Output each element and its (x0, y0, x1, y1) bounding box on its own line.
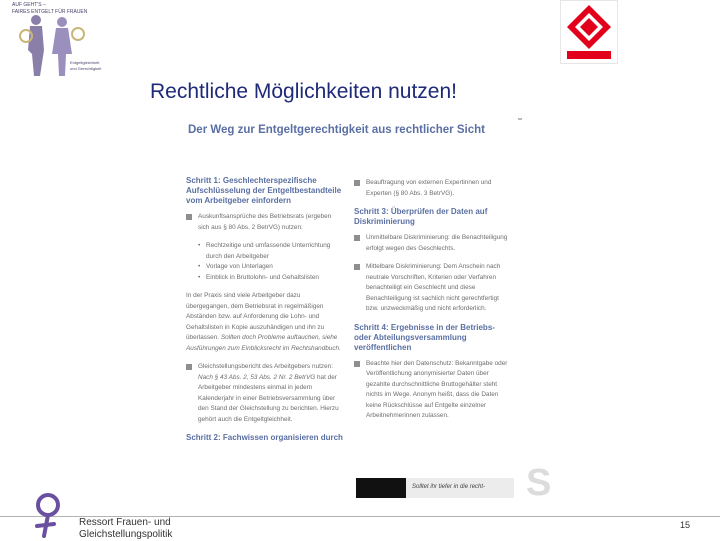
venus-symbol-icon (28, 490, 68, 540)
quote-banner (356, 478, 514, 498)
step-1-heading: Schritt 1: Geschlechterspezifische Aufschlüsselung der Entgeltbestandteile vom Arbeitgeber einfordern (186, 176, 342, 205)
footer-department-line2: Gleichstellungspolitik (79, 529, 173, 540)
document-excerpt (186, 118, 522, 498)
sub-list-item: • Einblick in Bruttolohn- und Gehaltslisten (198, 273, 344, 284)
paragraph-gleichstellungsbericht (186, 362, 344, 425)
campaign-logo-line1: AUF GEHT'S – (12, 2, 46, 8)
sub-list-item: • Vorlage von Unterlagen (198, 262, 344, 273)
paragraph-praxis (186, 291, 344, 354)
paragraph-mittelbare-diskriminierung: Mittelbare Diskriminierung: Dem Anschein nach neutrale Vorschriften, Kriterien oder Verfahren benachteiligt ein Geschlecht und diese Benachteiligung ist sachlich nicht gerechtfertigt bzw. unzweckmäßig und nicht erforderlich. (354, 262, 512, 315)
step-3-heading: Schritt 3: Überprüfen der Daten auf Diskriminierung (354, 207, 488, 226)
campaign-logo-line3: Entgeltgleichheit (70, 60, 100, 65)
decorative-letter: S (526, 462, 552, 504)
paragraph-experten: Beauftragung von externen Expertinnen und Experten (§ 80 Abs. 3 BetrVG). (354, 178, 512, 199)
document-corner-mark (518, 118, 522, 120)
step-4-heading: Schritt 4: Ergebnisse in der Betriebs- oder Abteilungsversammlung veröffentlichen (354, 322, 495, 352)
document-title: Der Weg zur Entgeltgerechtigkeit aus rechtlicher Sicht (188, 124, 485, 136)
slide-title: Rechtliche Möglichkeiten nutzen! (150, 80, 458, 103)
footer-department-line1: Ressort Frauen- und (79, 517, 171, 528)
sub-list-item: • Rechtzeitige und umfassende Unterrichtung durch den Arbeitgeber (198, 241, 344, 262)
gleichstellungsbericht-title: Gleichstellungsbericht des Arbeitgebers nutzen: (198, 363, 333, 370)
campaign-logo-line4: und Gerechtigkeit (70, 66, 102, 71)
banner-text: Solltet ihr tiefer in die recht- (412, 484, 486, 490)
paragraph-praxis-note: Sollten doch Probleme auftauchen, siehe Ausführungen zum Einblicksrecht im Rechtshandbuch. (186, 334, 341, 352)
gleichstellungsbericht-reference: Nach § 43 Abs. 2, 53 Abs. 2 Nr. 2 BetrVG (198, 373, 316, 381)
paragraph-auskunftsansprueche: Auskunftsansprüche des Betriebsrats (ergeben sich aus § 80 Abs. 2 BetrVG) nutzen: (186, 212, 344, 233)
document-left-column (186, 176, 344, 449)
paragraph-unmittelbare-diskriminierung: Unmittelbare Diskriminierung: die Benachteiligung erfolgt wegen des Geschlechts. (354, 233, 512, 254)
paragraph-praxis-text: In der Praxis sind viele Arbeitgeber dazu übergegangen, dem Betriebsrat in regelmäßigen Abständen bzw. auf Anforderung die Lohn- und Gehaltslisten in Kopie auszuhändigen und ihn zu überlassen. (186, 292, 325, 341)
footer-department (79, 517, 172, 541)
step-2-heading: Schritt 2: Fachwissen organisieren durch (186, 433, 343, 442)
banner-image (356, 478, 406, 498)
ig-metall-logo (560, 0, 618, 64)
paragraph-datenschutz: Beachte hier den Datenschutz: Bekanntgabe oder Veröffentlichung anonymisierter Daten über gezahlte durchschnittliche Bruttogehälter steht nichts im Wege. Anonym heißt, dass die Daten keine Rückschlüsse auf Entgelte einzelner Arbeitnehmerinnen zulassen. (354, 359, 512, 422)
document-right-column (354, 178, 512, 430)
campaign-logo (8, 0, 116, 80)
campaign-logo-line2: FAIRES ENTGELT FÜR FRAUEN (12, 9, 88, 15)
ig-metall-logo-icon (561, 1, 617, 63)
page-number: 15 (680, 520, 691, 530)
auskunft-sub-list (198, 241, 344, 283)
gleichstellungsbericht-text: hat der Arbeitgeber mindestens einmal in jedem Kalenderjahr in einer Betriebsversammlung über den Stand der Gleichstellung zu berichten. Hierzu gehört auch die Entgeltgleichheit. (198, 373, 339, 423)
